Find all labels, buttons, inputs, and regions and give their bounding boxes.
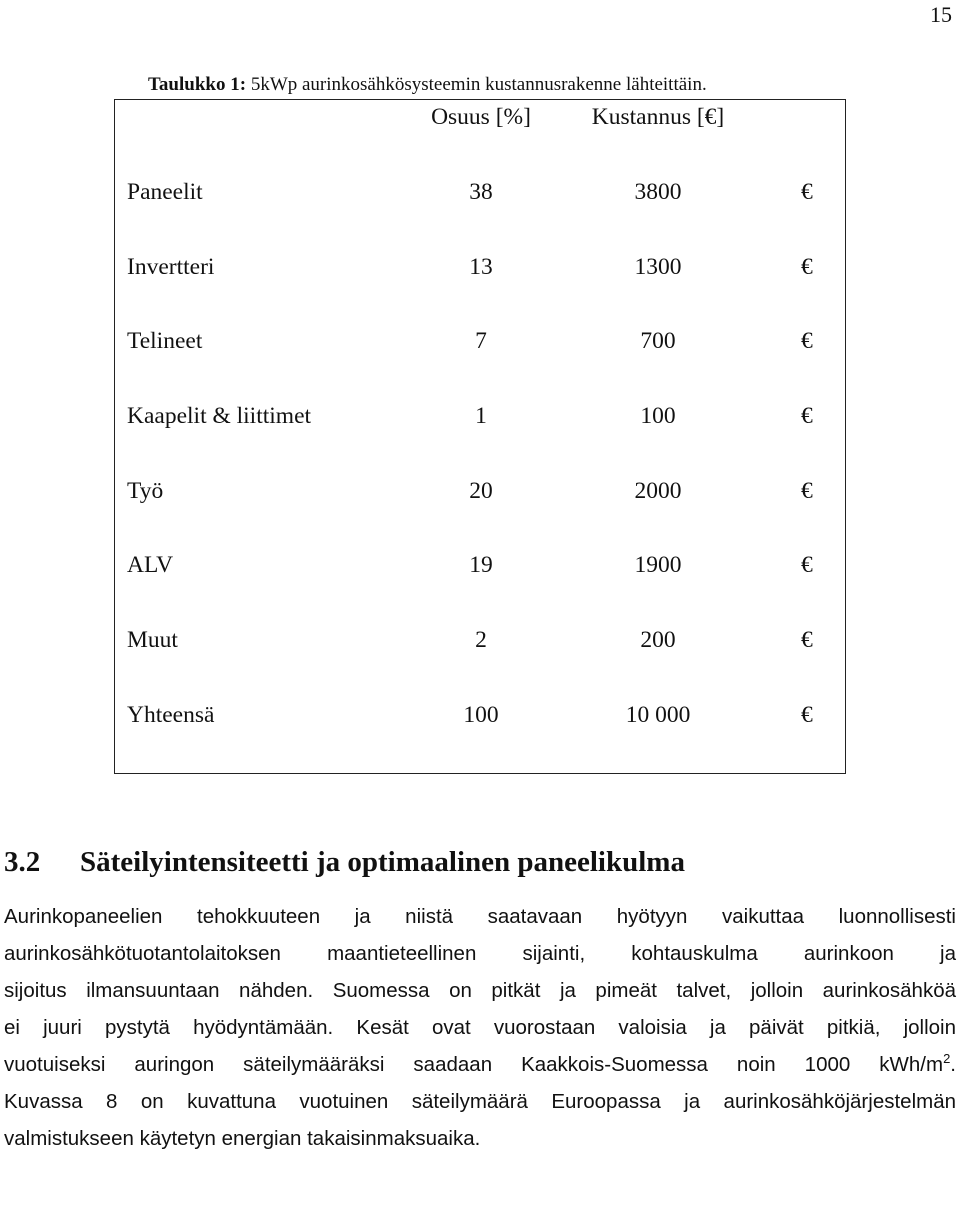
paragraph-line: sijoitus ilmansuuntaan nähden. Suomessa on pitkät ja pimeät talvet, jolloin aurinkosähköä — [4, 979, 956, 1002]
row-unit: € — [801, 254, 813, 280]
row-unit: € — [801, 403, 813, 429]
section-heading — [4, 846, 685, 879]
row-item: ALV — [127, 552, 174, 578]
row-item: Työ — [127, 478, 164, 504]
section-number: 3.2 — [4, 846, 41, 878]
row-item: Paneelit — [127, 179, 203, 205]
section-title: Säteilyintensiteetti ja optimaalinen paneelikulma — [80, 846, 685, 878]
row-item: Kaapelit & liittimet — [127, 403, 312, 429]
cost-table — [114, 99, 846, 774]
row-unit: € — [801, 328, 813, 354]
body-paragraph — [4, 898, 956, 1157]
paragraph-line: Aurinkopaneelien tehokkuuteen ja niistä saatavaan hyötyyn vaikuttaa luonnollisesti — [4, 905, 956, 928]
row-cost: 2000 — [634, 478, 682, 504]
unit-superscript: 2 — [943, 1051, 951, 1067]
row-cost: 700 — [640, 328, 676, 354]
table-caption-label: Taulukko 1: — [148, 74, 247, 95]
row-share-total: 100 — [463, 702, 499, 728]
header-share: Osuus [%] — [431, 104, 531, 130]
row-unit-total: € — [801, 702, 813, 728]
page-number: 15 — [930, 2, 952, 27]
row-share: 20 — [469, 478, 493, 504]
paragraph-line: ei juuri pystytä hyödyntämään. Kesät ovat vuorostaan valoisia ja päivät pitkiä, jolloin — [4, 1016, 956, 1039]
row-share: 2 — [475, 627, 487, 653]
row-item-total: Yhteensä — [127, 702, 215, 728]
row-share: 7 — [475, 328, 487, 354]
row-item: Telineet — [127, 328, 203, 354]
sentence-end: . — [950, 1053, 956, 1076]
row-share: 1 — [475, 403, 487, 429]
row-cost: 1900 — [634, 552, 682, 578]
row-unit: € — [801, 179, 813, 205]
header-cost: Kustannus [€] — [591, 104, 725, 130]
paragraph-line: Kuvassa 8 on kuvattuna vuotuinen säteilymäärä Euroopassa ja aurinkosähköjärjestelmän — [4, 1090, 956, 1113]
row-share: 38 — [469, 179, 493, 205]
row-cost: 200 — [640, 627, 676, 653]
row-cost: 3800 — [634, 179, 682, 205]
row-unit: € — [801, 627, 813, 653]
paragraph-line: aurinkosähkötuotantolaitoksen maantieteellinen sijainti, kohtauskulma aurinkoon ja — [4, 942, 956, 965]
paragraph-line: valmistukseen käytetyn energian takaisinmaksuaika. — [4, 1127, 481, 1150]
row-unit: € — [801, 552, 813, 578]
table-caption — [148, 74, 707, 96]
row-share: 13 — [469, 254, 493, 280]
paragraph-line-with-unit — [4, 1046, 956, 1083]
table-caption-text: 5kWp aurinkosähkösysteemin kustannusrakenne lähteittäin. — [246, 74, 707, 95]
row-unit: € — [801, 478, 813, 504]
row-item: Muut — [127, 627, 178, 653]
row-item: Invertteri — [127, 254, 215, 280]
row-cost-total: 10 000 — [625, 702, 691, 728]
paragraph-line-text: vuotuiseksi auringon säteilymääräksi saadaan Kaakkois-Suomessa noin 1000 kWh/m — [4, 1053, 944, 1076]
row-cost: 100 — [640, 403, 676, 429]
row-share: 19 — [469, 552, 493, 578]
row-cost: 1300 — [634, 254, 682, 280]
